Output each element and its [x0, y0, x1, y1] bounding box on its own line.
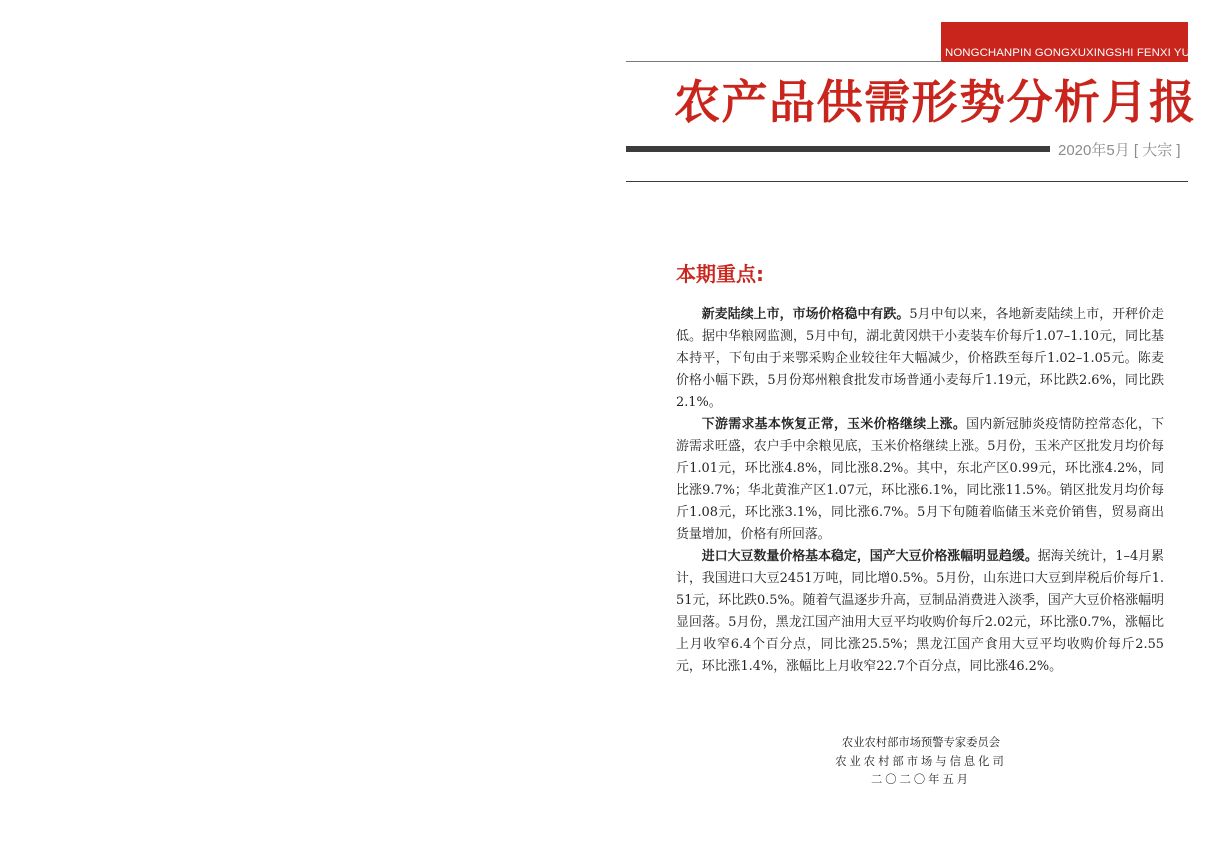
issuer-department: 农业农村部市场与信息化司: [835, 754, 1007, 768]
category-bracket-open: [: [1133, 142, 1139, 159]
paragraph-text: 国内新冠肺炎疫情防控常态化，下游需求旺盛，农户手中余粮见底，玉米价格继续上涨。5月份，玉米产区批发月均价每斤1.01元，环比涨4.8%，同比涨8.2%。其中，东北产区0.99元，环比涨4.2%，同比涨9.7%；华北黄淮产区1.07元，环比涨6.1%，同比涨11.5%。销区批发月均价每斤1.08元，环比涨3.1%，同比涨6.7%。5月下旬随着临储玉米竞价销售，贸易商出货量增加，价格有所回落。: [676, 417, 1165, 542]
issuer-block: [800, 734, 1042, 790]
paragraph-text: 据海关统计，1–4月累计，我国进口大豆2451万吨，同比增0.5%。5月份，山东进口大豆到岸税后价每斤1.51元，环比跌0.5%。随着气温逐步升高，豆制品消费进入淡季，国产大豆价格涨幅明显回落。5月份，黑龙江国产油用大豆平均收购价每斤2.02元，环比涨0.7%，涨幅比上月收窄6.4个百分点，同比涨25.5%；黑龙江国产食用大豆平均收购价每斤2.55元，环比涨1.4%，涨幅比上月收窄22.7个百分点，同比涨46.2%。: [676, 549, 1164, 674]
paragraph-lead: 进口大豆数量价格基本稳定，国产大豆价格涨幅明显趋缓。: [701, 549, 1038, 564]
paragraph-text: 5月中旬以来，各地新麦陆续上市，开秤价走低。据中华粮网监测，5月中旬，湖北黄冈烘干小麦装车价每斤1.07–1.10元，同比基本持平，下旬由于来鄂采购企业较往年大幅减少，价格跌至每斤1.02–1.05元。陈麦价格小幅下跌，5月份郑州粮食批发市场普通小麦每斤1.19元，环比跌2.6%，同比跌2.1%。: [676, 307, 1165, 410]
issue-label: [1058, 139, 1181, 160]
paragraph-wheat: [676, 304, 1164, 414]
issue-category: 大宗: [1142, 142, 1173, 159]
issuer-committee: 农业农村部市场预警专家委员会: [841, 736, 1001, 749]
category-bracket-close: ]: [1176, 142, 1181, 159]
section-title: 本期重点:: [676, 262, 764, 286]
header-thick-bar: [626, 146, 1050, 152]
highlights-body: [676, 304, 1164, 678]
issue-date: 2020年5月: [1058, 142, 1130, 159]
paragraph-soybean: [676, 546, 1164, 678]
brand-pinyin: NONGCHANPIN GONGXUXINGSHI FENXI YUEBAO: [945, 47, 1222, 59]
report-title: 农产品供需形势分析月报: [674, 75, 1197, 129]
paragraph-lead: 下游需求基本恢复正常，玉米价格继续上涨。: [701, 417, 967, 432]
header-bottom-rule: [626, 181, 1188, 182]
header-top-rule: [626, 61, 942, 62]
blank-left-page: [0, 0, 594, 867]
brand-banner: [941, 22, 1222, 62]
paragraph-lead: 新麦陆续上市，市场价格稳中有跌。: [701, 307, 910, 322]
issue-date-chinese: 二〇二〇年五月: [870, 773, 972, 786]
paragraph-corn: [676, 414, 1164, 546]
